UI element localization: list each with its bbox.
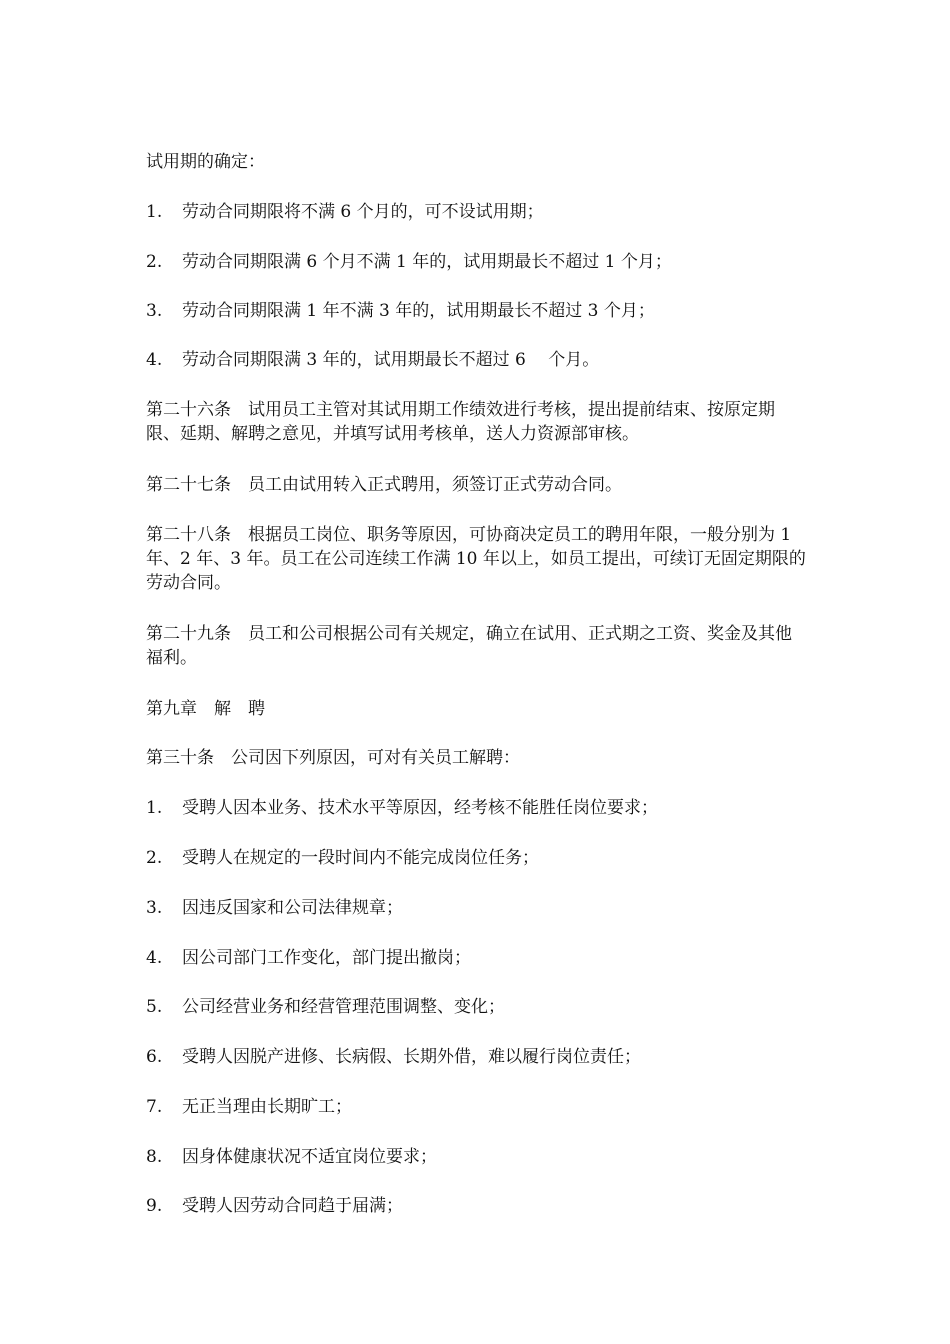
list-number: 9.: [146, 1196, 163, 1216]
list-item: [146, 200, 806, 224]
list-text: 因公司部门工作变化，部门提出撤岗；: [182, 948, 471, 968]
list-number: 2.: [146, 252, 163, 272]
list-item: [146, 995, 806, 1019]
list-text: 受聘人在规定的一段时间内不能完成岗位任务；: [182, 848, 539, 868]
list-number: 6.: [146, 1047, 163, 1067]
list-text: 受聘人因脱产进修、长病假、长期外借，难以履行岗位责任；: [182, 1047, 641, 1067]
list-text: 因身体健康状况不适宜岗位要求；: [182, 1147, 437, 1167]
list-text: 受聘人因本业务、技术水平等原因，经考核不能胜任岗位要求；: [182, 798, 658, 818]
list-text: 无正当理由长期旷工；: [182, 1097, 352, 1117]
list-number: 5.: [146, 997, 163, 1017]
article-30: 第三十条 公司因下列原因，可对有关员工解聘：: [146, 748, 520, 768]
list-item: [146, 1194, 806, 1218]
list-item: [146, 896, 806, 920]
list-number: 1.: [146, 202, 163, 222]
list-number: 4.: [146, 350, 163, 370]
list-text: 劳动合同期限将不满 6 个月的，可不设试用期；: [182, 202, 544, 222]
list-item: [146, 796, 806, 820]
list-number: 7.: [146, 1097, 163, 1117]
list-item: [146, 1045, 806, 1069]
list-text: 公司经营业务和经营管理范围调整、变化；: [182, 997, 505, 1017]
list-number: 3.: [146, 301, 163, 321]
chapter-heading: 第九章 解 聘: [146, 699, 265, 719]
list-number: 2.: [146, 848, 163, 868]
list-number: 4.: [146, 948, 163, 968]
article-27: 第二十七条 员工由试用转入正式聘用，须签订正式劳动合同。: [146, 475, 622, 495]
list-item: [146, 348, 806, 372]
list-text: 因违反国家和公司法律规章；: [182, 898, 403, 918]
list-number: 1.: [146, 798, 163, 818]
list-text: 劳动合同期限满 6 个月不满 1 年的，试用期最长不超过 1 个月；: [182, 252, 672, 272]
list-text: 劳动合同期限满 1 年不满 3 年的，试用期最长不超过 3 个月；: [182, 301, 655, 321]
list-item: [146, 250, 806, 274]
list-item: [146, 1095, 806, 1119]
list-item: [146, 946, 806, 970]
list-number: 8.: [146, 1147, 163, 1167]
list-number: 3.: [146, 898, 163, 918]
list-item: [146, 299, 806, 323]
list-text: 受聘人因劳动合同趋于届满；: [182, 1196, 403, 1216]
list-text: 劳动合同期限满 3 年的，试用期最长不超过 6 个月。: [182, 350, 600, 370]
list-item: [146, 846, 806, 870]
article-28: 第二十八条 根据员工岗位、职务等原因，可协商决定员工的聘用年限，一般分别为 1 年、2 年、3 年。员工在公司连续工作满 10 年以上，如员工提出，可续订无固定期限的劳动合同。: [146, 525, 806, 593]
trial-heading: 试用期的确定：: [146, 152, 265, 172]
list-item: [146, 1145, 806, 1169]
article-26: 第二十六条 试用员工主管对其试用期工作绩效进行考核，提出提前结束、按原定期限、延期、解聘之意见，并填写试用考核单，送人力资源部审核。: [146, 400, 775, 444]
article-29: 第二十九条 员工和公司根据公司有关规定，确立在试用、正式期之工资、奖金及其他福利。: [146, 624, 792, 668]
